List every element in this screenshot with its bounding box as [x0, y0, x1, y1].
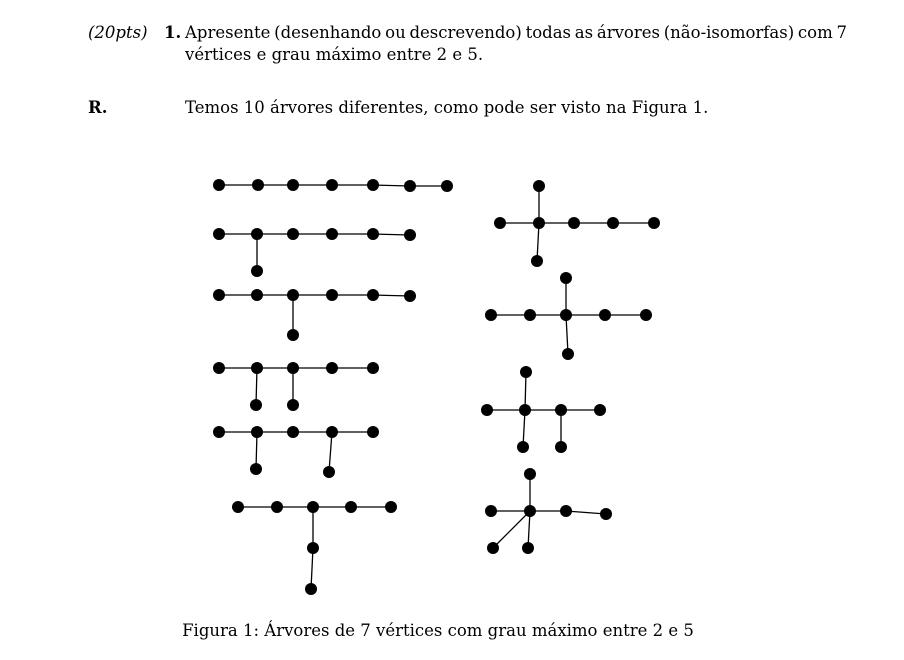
- tree-degree-3-branch-at-3: [213, 289, 416, 341]
- tree-vertex: [560, 309, 572, 321]
- tree-vertex: [232, 501, 244, 513]
- tree-vertex: [555, 441, 567, 453]
- tree-vertex: [404, 229, 416, 241]
- tree-vertex: [251, 265, 263, 277]
- tree-vertex: [494, 217, 506, 229]
- tree-vertex: [287, 289, 299, 301]
- tree-vertex: [323, 466, 335, 478]
- tree-vertex: [568, 217, 580, 229]
- tree-vertex: [485, 505, 497, 517]
- tree-two-separated-branches: [213, 426, 379, 478]
- tree-vertex: [305, 583, 317, 595]
- question-word: ou: [385, 23, 406, 42]
- tree-vertex: [345, 501, 357, 513]
- tree-vertex: [599, 309, 611, 321]
- tree-vertex: [287, 399, 299, 411]
- tree-degree-4-center-second: [494, 180, 660, 267]
- tree-vertex: [404, 290, 416, 302]
- tree-vertex: [533, 180, 545, 192]
- tree-vertex: [250, 399, 262, 411]
- tree-vertex: [487, 542, 499, 554]
- question-word: as: [574, 23, 594, 42]
- tree-vertex: [326, 289, 338, 301]
- question-word: Apresente: [185, 23, 271, 42]
- tree-vertex: [555, 404, 567, 416]
- tree-vertex: [213, 228, 225, 240]
- tree-vertex: [441, 180, 453, 192]
- tree-vertex: [367, 426, 379, 438]
- question-word: descrevendo): [409, 23, 522, 42]
- question-word: (não-isomorfas): [663, 23, 795, 42]
- question-text-line-2: vértices e grau máximo entre 2 e 5.: [185, 45, 484, 64]
- tree-degree-5-star-like: [485, 468, 612, 554]
- tree-vertex: [271, 501, 283, 513]
- tree-vertex: [524, 309, 536, 321]
- tree-vertex: [287, 329, 299, 341]
- tree-vertex: [326, 426, 338, 438]
- points-label: (20pts): [88, 23, 148, 42]
- tree-vertex: [385, 501, 397, 513]
- tree-vertex: [404, 180, 416, 192]
- tree-vertex: [524, 468, 536, 480]
- tree-vertex: [481, 404, 493, 416]
- tree-vertex: [213, 362, 225, 374]
- tree-vertex: [367, 289, 379, 301]
- tree-edge: [493, 511, 530, 548]
- question-word: todas: [525, 23, 572, 42]
- tree-degree-4-center-third: [485, 272, 652, 360]
- tree-vertex: [213, 426, 225, 438]
- tree-edge: [329, 432, 332, 472]
- tree-vertex: [287, 179, 299, 191]
- tree-vertex: [485, 309, 497, 321]
- tree-vertex: [307, 501, 319, 513]
- tree-vertex: [252, 179, 264, 191]
- tree-vertex: [287, 426, 299, 438]
- tree-vertex: [251, 426, 263, 438]
- tree-vertex: [648, 217, 660, 229]
- tree-vertex: [560, 272, 572, 284]
- tree-vertex: [517, 441, 529, 453]
- question-word: 7: [836, 23, 847, 42]
- tree-vertex: [607, 217, 619, 229]
- tree-vertex: [520, 366, 532, 378]
- tree-vertex: [367, 179, 379, 191]
- tree-vertex: [307, 542, 319, 554]
- tree-vertex: [640, 309, 652, 321]
- figure-caption: Figura 1: Árvores de 7 vértices com grau máximo entre 2 e 5: [182, 621, 694, 640]
- tree-vertex: [562, 348, 574, 360]
- tree-vertex: [522, 542, 534, 554]
- tree-vertex: [213, 179, 225, 191]
- tree-vertex: [251, 228, 263, 240]
- tree-degree-3-branch-at-2: [213, 228, 416, 277]
- tree-vertex: [519, 404, 531, 416]
- tree-vertex: [326, 228, 338, 240]
- tree-vertex: [367, 228, 379, 240]
- question-number: 1.: [164, 23, 182, 42]
- tree-vertex: [533, 217, 545, 229]
- tree-edge: [566, 511, 606, 514]
- answer-text: Temos 10 árvores diferentes, como pode ser visto na Figura 1.: [185, 98, 709, 117]
- tree-vertex: [560, 505, 572, 517]
- question-word: (desenhando: [274, 23, 382, 42]
- tree-vertex: [524, 505, 536, 517]
- tree-path-degree-2: [213, 179, 453, 192]
- tree-two-adjacent-branches: [213, 362, 379, 411]
- tree-long-pendant-branch: [232, 501, 397, 595]
- tree-vertex: [326, 362, 338, 374]
- tree-vertex: [213, 289, 225, 301]
- tree-vertex: [531, 255, 543, 267]
- tree-vertex: [251, 362, 263, 374]
- tree-vertex: [287, 228, 299, 240]
- tree-vertex: [251, 289, 263, 301]
- tree-vertex: [250, 463, 262, 475]
- question-word: árvores: [596, 23, 660, 42]
- answer-label: R.: [88, 98, 108, 117]
- tree-vertex: [367, 362, 379, 374]
- tree-vertex: [594, 404, 606, 416]
- tree-vertex: [287, 362, 299, 374]
- question-word: com: [797, 23, 833, 42]
- tree-vertex: [600, 508, 612, 520]
- tree-degree-4-and-degree-3: [481, 366, 606, 453]
- tree-vertex: [326, 179, 338, 191]
- tree-edge: [311, 548, 313, 589]
